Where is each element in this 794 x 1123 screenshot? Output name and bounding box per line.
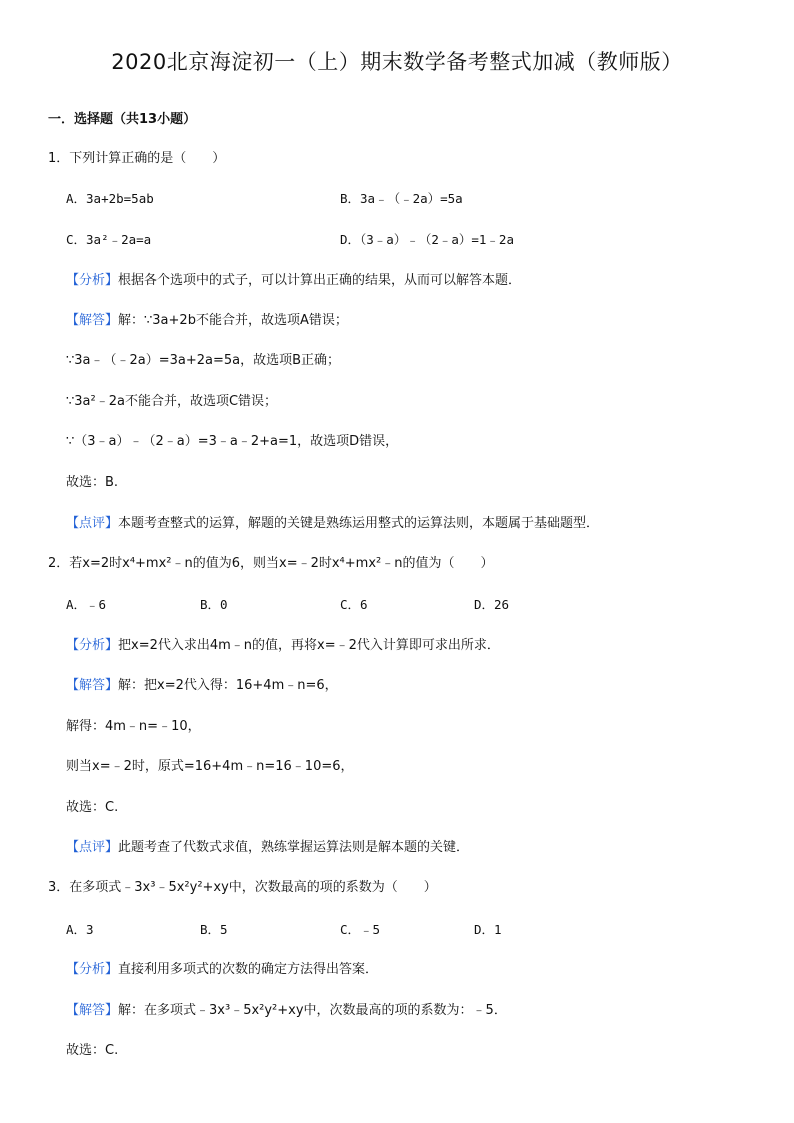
q3-answer-line-1	[66, 1002, 507, 1020]
answer-tag: 【解答】	[66, 313, 119, 328]
q2-analysis	[66, 637, 500, 655]
q1-option-b: B．3a﹣（﹣2a）=5a	[340, 191, 463, 206]
q1-answer-line-2: ∵3a﹣（﹣2a）=3a+2a=5a，故选项B正确；	[66, 353, 341, 368]
comment-text: 本题考查整式的运算，解题的关键是熟练运用整式的运算法则，本题属于基础题型．	[118, 516, 600, 531]
q2-option-d: D．26	[474, 597, 510, 612]
analysis-text: 根据各个选项中的式子，可以计算出正确的结果，从而可以解答本题．	[118, 273, 522, 288]
q1-comment	[66, 515, 599, 533]
question-2-stem: 2．若x=2时x⁴+mx²﹣n的值为6，则当x=﹣2时x⁴+mx²﹣n的值为（ ）	[48, 556, 494, 571]
q2-answer-line-2: 解得：4m﹣n=﹣10，	[66, 719, 201, 734]
answer-tag: 【解答】	[66, 678, 119, 693]
q2-comment	[66, 839, 469, 857]
comment-tag: 【点评】	[66, 840, 119, 855]
q3-option-b: B．5	[200, 922, 228, 937]
q1-option-a: A．3a+2b=5ab	[66, 191, 154, 206]
analysis-tag: 【分析】	[66, 638, 119, 653]
q3-option-a: A．3	[66, 922, 94, 937]
answer-text: 解：把x=2代入得：16+4m﹣n=6，	[118, 678, 338, 693]
page-title: 2020北京海淀初一（上）期末数学备考整式加减（教师版）	[111, 50, 683, 74]
q3-analysis	[66, 961, 378, 979]
q3-option-d: D．1	[474, 922, 502, 937]
q1-answer-line-3: ∵3a²﹣2a不能合并，故选项C错误；	[66, 394, 278, 409]
answer-text: 解：在多项式﹣3x³﹣5x²y²+xy中，次数最高的项的系数为：﹣5．	[118, 1003, 507, 1018]
q1-answer-line-5: 故选：B.	[66, 475, 119, 490]
q2-option-c: C．6	[340, 597, 368, 612]
question-3-stem: 3．在多项式﹣3x³﹣5x²y²+xy中，次数最高的项的系数为（ ）	[48, 880, 437, 895]
analysis-tag: 【分析】	[66, 962, 119, 977]
q1-analysis	[66, 272, 521, 290]
q3-answer-line-2: 故选：C.	[66, 1043, 119, 1058]
comment-text: 此题考查了代数式求值，熟练掌握运算法则是解本题的关键．	[118, 840, 470, 855]
q1-option-d: D．（3﹣a）﹣（2﹣a）=1﹣2a	[340, 232, 514, 247]
q1-answer-line-1	[66, 312, 348, 330]
q2-option-b: B．0	[200, 597, 228, 612]
analysis-text: 把x=2代入求出4m﹣n的值，再将x=﹣2代入计算即可求出所求．	[118, 638, 500, 653]
q3-option-c: C．﹣5	[340, 922, 381, 937]
analysis-text: 直接利用多项式的次数的确定方法得出答案．	[118, 962, 379, 977]
comment-tag: 【点评】	[66, 516, 119, 531]
q2-answer-line-3: 则当x=﹣2时，原式=16+4m﹣n=16﹣10=6，	[66, 759, 354, 774]
q2-answer-line-1	[66, 677, 338, 695]
section-heading: 一．选择题（共13小题）	[48, 112, 197, 127]
analysis-tag: 【分析】	[66, 273, 119, 288]
q2-answer-line-4: 故选：C.	[66, 800, 119, 815]
q2-option-a: A．﹣6	[66, 597, 107, 612]
answer-tag: 【解答】	[66, 1003, 119, 1018]
answer-text: 解：∵3a+2b不能合并，故选项A错误；	[118, 313, 348, 328]
q1-option-c: C．3a²﹣2a=a	[66, 232, 152, 247]
question-1-stem: 1．下列计算正确的是（ ）	[48, 151, 226, 166]
q1-answer-line-4: ∵（3﹣a）﹣（2﹣a）=3﹣a﹣2+a=1，故选项D错误，	[66, 434, 399, 449]
